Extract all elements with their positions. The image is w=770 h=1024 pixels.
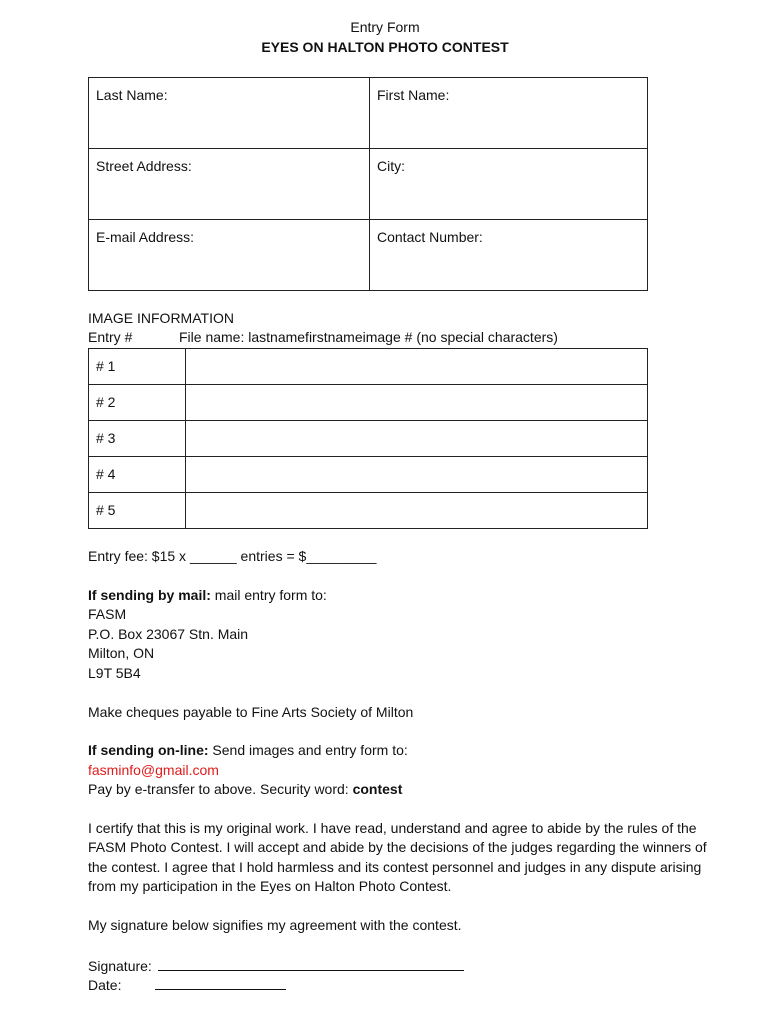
certify-line: FASM Photo Contest. I will accept and abide by the decisions of the judges regarding the winners of <box>88 839 707 855</box>
contest-title: EYES ON HALTON PHOTO CONTEST <box>261 39 509 55</box>
signature-row <box>88 956 464 975</box>
security-word: contest <box>352 781 403 797</box>
certify-line: I certify that this is my original work. I have read, understand and agree to abide by the rules of the <box>88 820 697 836</box>
email-address-cell[interactable] <box>89 220 370 291</box>
entry-column-header: Entry # <box>88 329 133 345</box>
entry-number-cell <box>89 493 186 529</box>
filename-cell[interactable] <box>186 349 648 385</box>
first-name-label: First Name: <box>377 87 450 103</box>
certify-line: from my participation in the Eyes on Halton Photo Contest. <box>88 878 452 894</box>
mail-heading: If sending by mail: <box>88 587 211 603</box>
cheques-note: Make cheques payable to Fine Arts Society of Milton <box>88 704 414 720</box>
entry-number: # 2 <box>96 394 116 410</box>
date-row <box>88 975 286 994</box>
etransfer-text: Pay by e-transfer to above. Security word: <box>88 781 353 797</box>
form-title: Entry Form <box>350 19 420 35</box>
table-row <box>89 421 648 457</box>
table-row <box>89 349 648 385</box>
street-address-label: Street Address: <box>96 158 192 174</box>
email-address-label: E-mail Address: <box>96 229 195 245</box>
image-info-heading: IMAGE INFORMATION <box>88 310 234 326</box>
last-name-cell[interactable] <box>89 78 370 149</box>
mail-text: mail entry form to: <box>210 587 327 603</box>
address-line: P.O. Box 23067 Stn. Main <box>88 626 249 642</box>
entry-number: # 5 <box>96 502 116 518</box>
address-line: L9T 5B4 <box>88 665 141 681</box>
first-name-cell[interactable] <box>370 78 648 149</box>
etransfer-note <box>88 781 402 798</box>
contact-number-cell[interactable] <box>370 220 648 291</box>
entry-fee-line: Entry fee: $15 x ______ entries = $_________ <box>88 548 377 564</box>
filename-column-header: File name: lastnamefirstnameimage # (no special characters) <box>179 329 558 345</box>
filename-cell[interactable] <box>186 457 648 493</box>
street-address-cell[interactable] <box>89 149 370 220</box>
image-info-table <box>88 348 648 529</box>
table-row <box>89 385 648 421</box>
table-row <box>89 457 648 493</box>
signature-note: My signature below signifies my agreement with the contest. <box>88 917 462 933</box>
certify-line: the contest. I agree that I hold harmless and its contest personnel and judges in any dispute arising <box>88 859 702 875</box>
city-label: City: <box>377 158 405 174</box>
entry-number: # 1 <box>96 358 116 374</box>
mail-instructions <box>88 587 327 604</box>
entry-number: # 3 <box>96 430 116 446</box>
contact-info-table <box>88 77 648 291</box>
filename-cell[interactable] <box>186 385 648 421</box>
signature-line[interactable] <box>158 956 464 971</box>
online-instructions <box>88 742 408 759</box>
address-line: Milton, ON <box>88 645 155 661</box>
online-heading: If sending on-line: <box>88 742 209 758</box>
date-label: Date: <box>88 977 122 993</box>
contact-email-link[interactable]: fasminfo@gmail.com <box>88 762 219 778</box>
last-name-label: Last Name: <box>96 87 168 103</box>
filename-cell[interactable] <box>186 421 648 457</box>
entry-number-cell <box>89 385 186 421</box>
entry-number-cell <box>89 349 186 385</box>
date-line[interactable] <box>155 975 286 990</box>
entry-number-cell <box>89 421 186 457</box>
filename-cell[interactable] <box>186 493 648 529</box>
table-row <box>89 493 648 529</box>
entry-number-cell <box>89 457 186 493</box>
signature-label: Signature: <box>88 958 152 974</box>
city-cell[interactable] <box>370 149 648 220</box>
entry-number: # 4 <box>96 466 116 482</box>
contact-number-label: Contact Number: <box>377 229 483 245</box>
address-line: FASM <box>88 606 127 622</box>
online-text: Send images and entry form to: <box>208 742 408 758</box>
